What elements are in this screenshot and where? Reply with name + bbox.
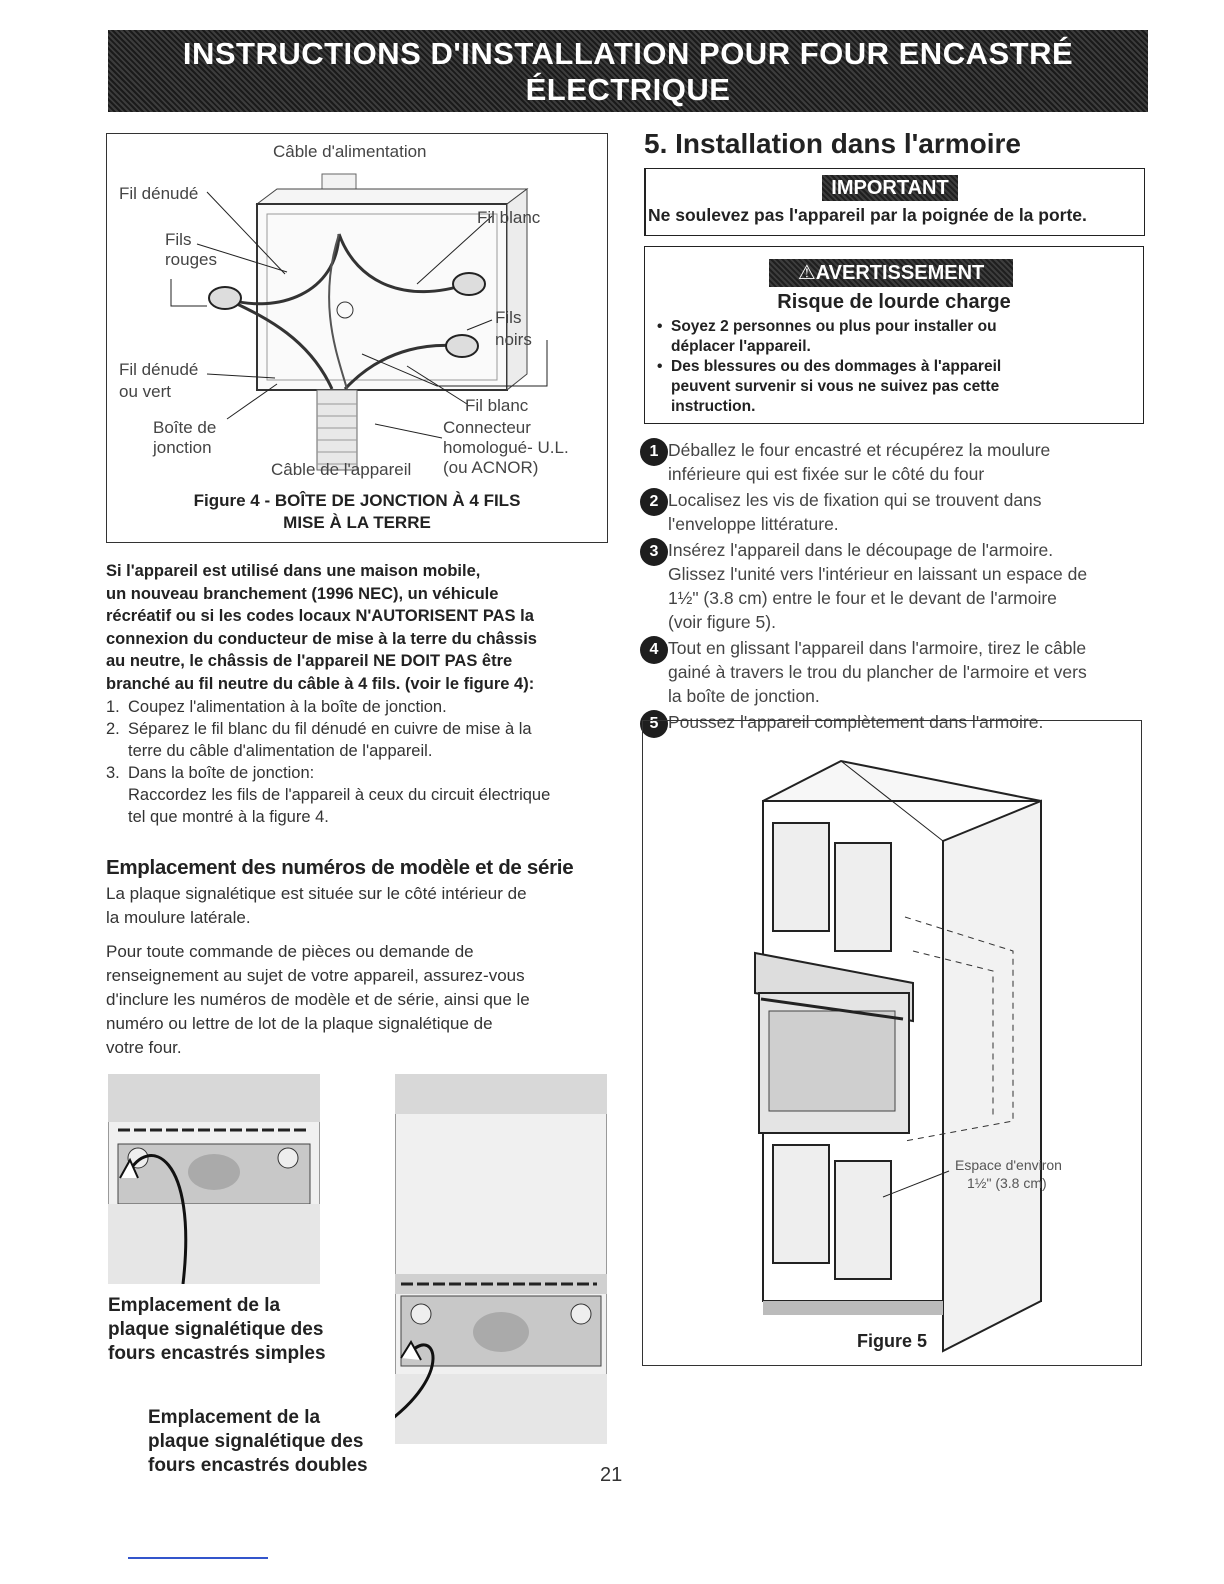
caption-single-oven bbox=[108, 1294, 326, 1366]
bullet-icon: • bbox=[657, 318, 663, 335]
figure-5-caption: Figure 5 bbox=[856, 1331, 927, 1351]
label-black-wires-1: Fils bbox=[495, 308, 522, 327]
figure-4-caption-1: Figure 4 - BOÎTE DE JONCTION À 4 FILS bbox=[193, 491, 521, 510]
warning-line: Des blessures ou des dommages à l'appareil bbox=[671, 358, 1002, 375]
label-bare-or-green-1: Fil dénudé bbox=[119, 360, 199, 379]
label-power-cable: Câble d'alimentation bbox=[273, 142, 427, 161]
label-connector-3: (ou ACNOR) bbox=[443, 458, 539, 477]
step-text: Coupez l'alimentation à la boîte de jonction. bbox=[128, 698, 447, 716]
gap-label-1: Espace d'environ bbox=[955, 1157, 1062, 1173]
para-line: La plaque signalétique est située sur le côté intérieur de bbox=[106, 884, 527, 903]
step-number: 2. bbox=[106, 720, 120, 738]
list-item bbox=[640, 438, 1150, 486]
list-item bbox=[640, 636, 1150, 708]
bold-line: branché au fil neutre du câble à 4 fils. (voir le figure 4): bbox=[106, 674, 535, 693]
step-text: inférieure qui est fixée sur le côté du four bbox=[668, 464, 985, 484]
step-number: 3. bbox=[106, 764, 120, 782]
para-line: numéro ou lettre de lot de la plaque signalétique de bbox=[106, 1014, 493, 1033]
single-oven-illustration bbox=[108, 1074, 320, 1284]
section-5-title: 5. Installation dans l'armoire bbox=[644, 128, 1021, 159]
caption-line: fours encastrés doubles bbox=[148, 1455, 368, 1476]
label-red-wires-2: rouges bbox=[165, 250, 217, 269]
label-appliance-cable: Câble de l'appareil bbox=[271, 460, 412, 479]
step-text: Glissez l'unité vers l'intérieur en laissant un espace de bbox=[668, 564, 1088, 584]
para-line: Pour toute commande de pièces ou demande de bbox=[106, 942, 474, 961]
installation-steps bbox=[640, 438, 1150, 740]
caption-double-oven bbox=[148, 1406, 368, 1478]
step-text: Poussez l'appareil complètement dans l'armoire. bbox=[668, 712, 1044, 732]
caption-line: Emplacement de la bbox=[148, 1407, 321, 1428]
bold-line: connexion du conducteur de mise à la terre du châssis bbox=[106, 629, 537, 648]
caption-line: fours encastrés simples bbox=[108, 1343, 326, 1364]
label-red-wires-1: Fils bbox=[165, 230, 192, 249]
double-oven-illustration bbox=[395, 1074, 607, 1444]
list-item bbox=[640, 488, 1150, 536]
step-text: Raccordez les fils de l'appareil à ceux du circuit électrique bbox=[128, 786, 551, 804]
warning-list bbox=[645, 317, 1135, 417]
step-number-icon: 4 bbox=[640, 636, 668, 664]
gap-label-2: 1½" (3.8 cm) bbox=[967, 1175, 1047, 1191]
page-number: 21 bbox=[600, 1464, 623, 1486]
footer-line bbox=[128, 1557, 268, 1559]
para-line: renseignement au sujet de votre appareil, assurez-vous bbox=[106, 966, 525, 985]
page-title: INSTRUCTIONS D'INSTALLATION POUR FOUR ENCASTRÉ ÉLECTRIQUE bbox=[182, 36, 1074, 107]
step-text: Déballez le four encastré et récupérez la moulure bbox=[668, 440, 1051, 460]
label-connector-1: Connecteur bbox=[443, 418, 531, 437]
step-number-icon: 3 bbox=[640, 538, 668, 566]
list-item bbox=[106, 696, 616, 718]
warning-line: Soyez 2 personnes ou plus pour installer ou bbox=[671, 318, 997, 335]
step-text: l'enveloppe littérature. bbox=[668, 514, 839, 534]
figure-5-box bbox=[642, 720, 1142, 1366]
step-number-icon: 1 bbox=[640, 438, 668, 466]
label-white-wire-bottom: Fil blanc bbox=[465, 396, 529, 415]
bold-line: récréatif ou si les codes locaux N'AUTORISENT PAS la bbox=[106, 607, 534, 625]
step-text: la boîte de jonction. bbox=[668, 686, 820, 706]
step-number-icon: 5 bbox=[640, 710, 668, 738]
bold-line: Si l'appareil est utilisé dans une maison mobile, bbox=[106, 562, 481, 580]
mobile-home-warning bbox=[106, 560, 612, 695]
header-banner bbox=[108, 30, 1148, 131]
warning-line: instruction. bbox=[671, 398, 756, 415]
step-text: gainé à travers le trou du plancher de l'armoire et vers bbox=[668, 662, 1087, 682]
warning-line: déplacer l'appareil. bbox=[671, 338, 811, 355]
para-line: d'inclure les numéros de modèle et de série, ainsi que le bbox=[106, 990, 530, 1009]
step-text: (voir figure 5). bbox=[668, 612, 776, 632]
label-black-wires-2: noirs bbox=[495, 330, 532, 349]
step-text: 1½" (3.8 cm) entre le four et le devant de l'armoire bbox=[668, 588, 1057, 608]
model-serial-section bbox=[106, 856, 626, 1060]
step-text: Dans la boîte de jonction: bbox=[128, 764, 315, 782]
section-title: Emplacement des numéros de modèle et de série bbox=[106, 856, 574, 879]
label-bare-wire-top: Fil dénudé bbox=[119, 184, 199, 203]
para-line: votre four. bbox=[106, 1038, 182, 1057]
label-white-wire-top: Fil blanc bbox=[477, 208, 541, 227]
step-text: Insérez l'appareil dans le découpage de l'armoire. bbox=[668, 540, 1054, 560]
step-text: terre du câble d'alimentation de l'appareil. bbox=[128, 742, 433, 760]
step-text: Tout en glissant l'appareil dans l'armoire, tirez le câble bbox=[668, 638, 1087, 658]
grounding-steps bbox=[106, 696, 616, 828]
step-text: Localisez les vis de fixation qui se trouvent dans bbox=[668, 490, 1042, 510]
important-badge: IMPORTANT bbox=[822, 175, 958, 201]
list-item bbox=[640, 538, 1150, 634]
list-item bbox=[645, 317, 1135, 357]
list-item bbox=[106, 762, 616, 828]
label-connector-2: homologué- U.L. bbox=[443, 438, 569, 457]
step-text: Séparez le fil blanc du fil dénudé en cuivre de mise à la bbox=[128, 720, 532, 738]
warning-box bbox=[644, 246, 1144, 424]
list-item bbox=[106, 718, 616, 762]
para-line: la moulure latérale. bbox=[106, 908, 251, 927]
cabinet-illustration bbox=[643, 721, 1141, 1365]
caption-line: Emplacement de la bbox=[108, 1295, 281, 1316]
label-junction-box-1: Boîte de bbox=[153, 418, 217, 437]
warning-title: Risque de lourde charge bbox=[777, 291, 1011, 313]
bold-line: un nouveau branchement (1996 NEC), un véhicule bbox=[106, 584, 499, 603]
bold-line: au neutre, le châssis de l'appareil NE DOIT PAS être bbox=[106, 652, 513, 670]
warning-triangle-icon: ⚠ bbox=[797, 262, 816, 284]
warning-label: AVERTISSEMENT bbox=[815, 262, 985, 284]
step-number: 1. bbox=[106, 698, 120, 716]
step-text: tel que montré à la figure 4. bbox=[128, 808, 329, 826]
caption-line: plaque signalétique des bbox=[108, 1319, 324, 1340]
bullet-icon: • bbox=[657, 358, 663, 375]
list-item bbox=[645, 357, 1135, 417]
warning-line: peuvent survenir si vous ne suivez pas cette bbox=[671, 378, 1000, 395]
caption-line: plaque signalétique des bbox=[148, 1431, 364, 1452]
important-box bbox=[644, 168, 1145, 236]
step-number-icon: 2 bbox=[640, 488, 668, 516]
page-subtitle: (Combiné à une table de cuisson électrique ou à gaz (en option)) bbox=[354, 110, 902, 131]
figure-4-caption-2: MISE À LA TERRE bbox=[283, 513, 431, 532]
important-text: Ne soulevez pas l'appareil par la poignée de la porte. bbox=[648, 205, 1087, 225]
warning-badge bbox=[769, 259, 1013, 287]
label-bare-or-green-2: ou vert bbox=[119, 382, 171, 401]
figure-4-box bbox=[106, 133, 608, 543]
label-junction-box-2: jonction bbox=[153, 438, 212, 457]
